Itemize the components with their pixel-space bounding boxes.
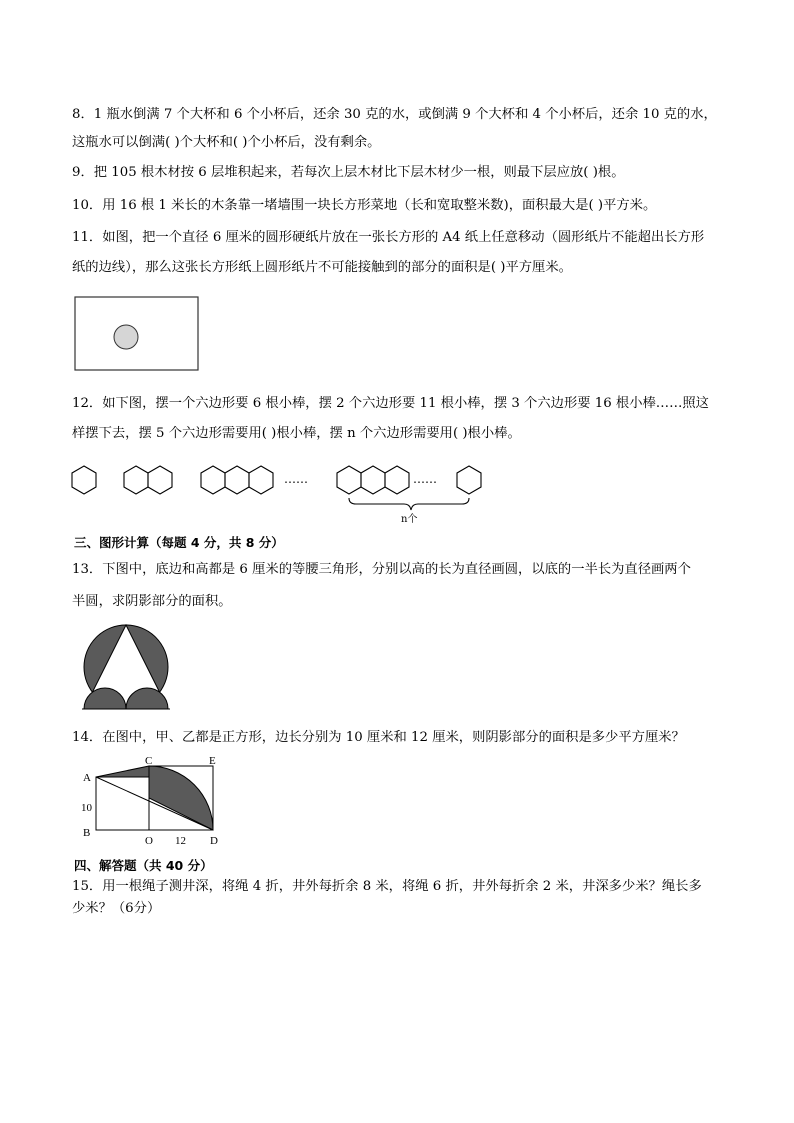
n-brace [349,498,469,510]
shaded-region-arc [149,766,213,830]
hexagon-n-last [457,466,481,494]
q12-line1: 12．如下图，摆一个六边形要 6 根小棒，摆 2 个六边形要 11 根小棒，摆 3 个六边形要 16 根小棒……照这 [72,396,709,411]
hexagon-n-3 [385,466,409,494]
paper-circle [114,325,138,349]
square-jia [96,777,149,830]
q11-line1: 11．如图，把一个直径 6 厘米的圆形硬纸片放在一张长方形的 A4 纸上任意移动（圆形纸片不能超出长方形 [72,230,705,245]
brace-label: n个 [401,514,418,525]
q13-line2: 半圆，求阴影部分的面积。 [72,594,232,609]
hexagon-n-1 [337,466,361,494]
hexagon-pair-1 [124,466,148,494]
q10-line1: 10．用 16 根 1 米长的木条靠一堵墙围一块长方形菜地（长和宽取整米数)，面积最大是( )平方米。 [72,198,657,213]
label-B: B [83,827,91,839]
hexagon-pair-2 [148,466,172,494]
q8-line1: 8．1 瓶水倒满 7 个大杯和 6 个小杯后，还余 30 克的水，或倒满 9 个大杯和 4 个小杯后，还余 10 克的水， [72,107,717,122]
q12-line2: 样摆下去，摆 5 个六边形需要用( )根小棒，摆 n 个六边形需要用( )根小棒。 [72,426,521,441]
section3-title: 三、图形计算（每题 4 分，共 8 分） [74,535,284,550]
hexagon-triple-2 [225,466,249,494]
label-D: D [210,835,218,847]
hex-ellipsis-1: …… [284,472,308,486]
hex-ellipsis-2: …… [413,472,437,486]
q14-line1: 14．在图中，甲、乙都是正方形，边长分别为 10 厘米和 12 厘米，则阴影部分的面积是多少平方厘米？ [72,730,685,745]
hexagon-triple-1 [201,466,225,494]
q15-line1: 15．用一根绳子测井深，将绳 4 折，井外每折余 8 米，将绳 6 折，井外每折余 2 米，井深多少米？绳长多 [72,879,702,894]
q8-line2: 这瓶水可以倒满( )个大杯和( )个小杯后，没有剩余。 [72,135,381,150]
hexagon-triple-3 [249,466,273,494]
label-E: E [209,755,216,767]
q11-figure [74,296,200,372]
q12-hexagon-figure [70,458,490,528]
q14-figure [78,754,228,850]
q13-figure [80,624,172,714]
label-C: C [145,755,153,767]
q11-line2: 纸的边线），那么这张长方形纸上圆形纸片不可能接触到的部分的面积是( )平方厘米。 [72,260,572,275]
shaded-region-top [96,766,149,777]
q13-line1: 13．下图中，底边和高都是 6 厘米的等腰三角形，分别以高的长为直径画圆，以底的一半长为直径画两个 [72,562,691,577]
hexagon-single [72,466,96,494]
q15-line2: 少米？（6分） [72,901,161,916]
label-side-10: 10 [81,802,92,814]
hexagon-n-2 [361,466,385,494]
label-side-12: 12 [175,835,186,847]
section4-title: 四、解答题（共 40 分） [74,858,213,873]
q9-line1: 9．把 105 根木材按 6 层堆积起来，若每次上层木材比下层木材少一根，则最下层应放( )根。 [72,165,625,180]
label-A: A [83,772,91,784]
label-O: O [145,835,153,847]
